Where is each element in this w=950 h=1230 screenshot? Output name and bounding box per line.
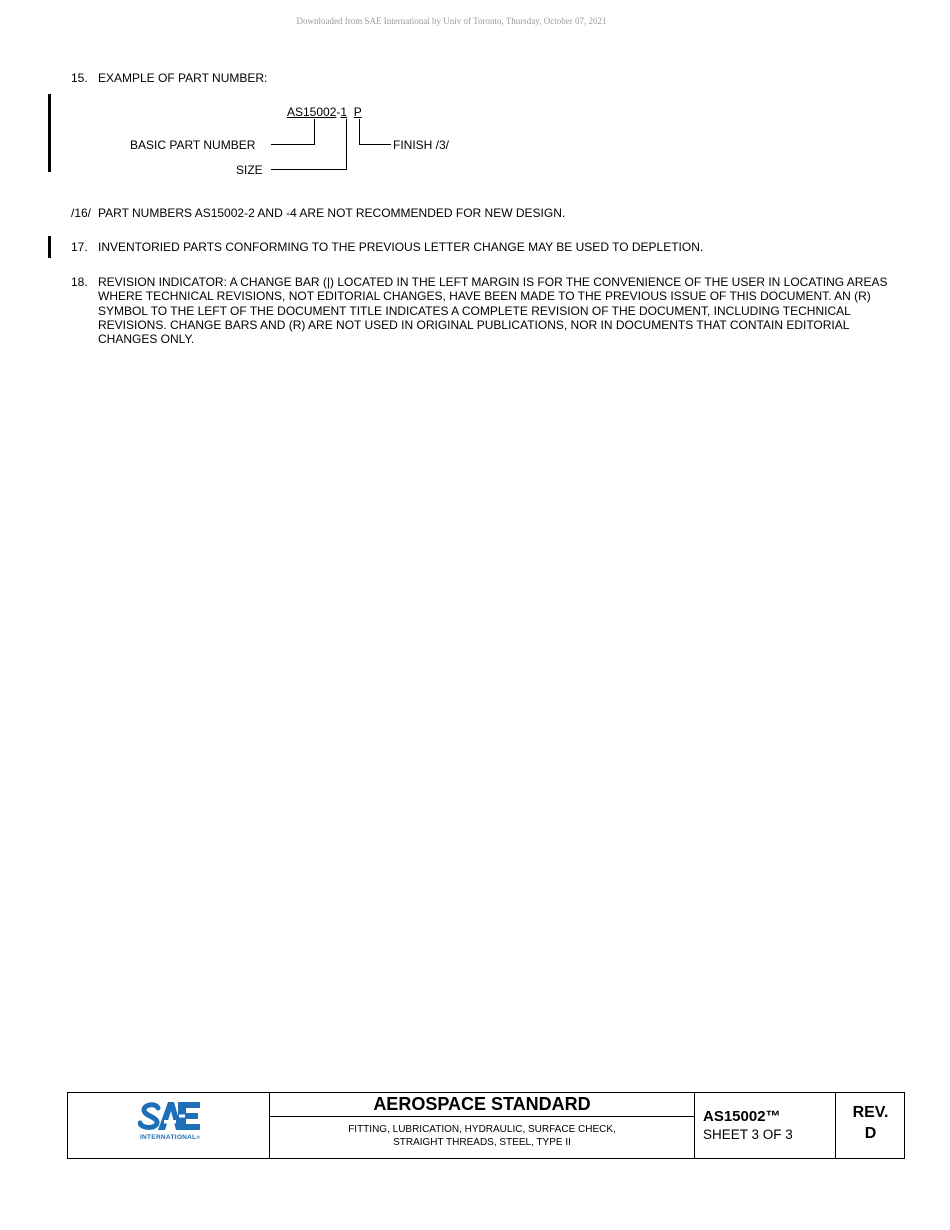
download-note: Downloaded from SAE International by Univ of Toronto, Thursday, October 07, 2021 bbox=[296, 16, 607, 26]
revision-value: D bbox=[864, 1125, 877, 1142]
label-finish: FINISH /3/ bbox=[393, 138, 450, 152]
note-15-number: 15. bbox=[71, 71, 88, 85]
leader-basic-horizontal bbox=[271, 144, 315, 145]
sheet-number: SHEET 3 OF 3 bbox=[703, 1127, 793, 1142]
part-number-dash: - bbox=[336, 105, 341, 119]
title-block bbox=[67, 1092, 905, 1159]
part-number-base: AS15002 bbox=[287, 105, 337, 119]
title-block-doc-cell bbox=[695, 1093, 836, 1158]
note-17-number: 17. bbox=[71, 240, 88, 254]
sae-logo-mark bbox=[138, 1099, 202, 1133]
note-18-text: REVISION INDICATOR: A CHANGE BAR (|) LOCATED IN THE LEFT MARGIN IS FOR THE CONVENIENCE OF THE USER IN LOCATING AREAS WHERE TECHNICAL REVISIONS, NOT EDITORIAL CHANGES, HAVE BEEN MADE TO THE PREVIOUS ISSUE OF THIS DOCUMENT. AN (R) SYMBOL TO THE LEFT OF THE DOCUMENT TITLE INDICATES A COMPLETE REVISION OF THE DOCUMENT, INCLUDING TECHNICAL REVISIONS. CHANGE BARS AND (R) ARE NOT USED IN ORIGINAL PUBLICATIONS, NOR IN DOCUMENTS THAT CONTAIN EDITORIAL CHANGES ONLY. bbox=[98, 275, 888, 347]
title-block-logo-cell bbox=[68, 1093, 270, 1158]
description-line-2: STRAIGHT THREADS, STEEL, TYPE II bbox=[393, 1137, 571, 1148]
document-description bbox=[270, 1123, 694, 1149]
part-number-finish: P bbox=[353, 105, 362, 119]
part-number-example bbox=[287, 105, 362, 119]
leader-size-vertical bbox=[346, 119, 347, 170]
revision-label: REV. bbox=[852, 1104, 889, 1121]
label-size: SIZE bbox=[236, 163, 263, 177]
part-number-size: 1 bbox=[340, 105, 348, 119]
note-17-text: INVENTORIED PARTS CONFORMING TO THE PREVIOUS LETTER CHANGE MAY BE USED TO DEPLETION. bbox=[98, 240, 704, 254]
title-block-title-cell bbox=[270, 1093, 695, 1158]
standard-type: AEROSPACE STANDARD bbox=[270, 1093, 694, 1117]
leader-size-horizontal bbox=[271, 169, 347, 170]
sae-logo bbox=[138, 1099, 202, 1141]
change-bar-note-17 bbox=[48, 236, 51, 258]
description-line-1: FITTING, LUBRICATION, HYDRAULIC, SURFACE CHECK, bbox=[348, 1124, 616, 1135]
leader-finish-vertical bbox=[359, 119, 360, 145]
document-number: AS15002™ bbox=[703, 1108, 781, 1125]
sae-logo-text: INTERNATIONAL® bbox=[139, 1134, 201, 1141]
note-16-text: PART NUMBERS AS15002-2 AND -4 ARE NOT RECOMMENDED FOR NEW DESIGN. bbox=[98, 206, 566, 220]
label-basic-part-number: BASIC PART NUMBER bbox=[130, 138, 256, 152]
title-block-rev-cell bbox=[836, 1093, 905, 1158]
note-18-number: 18. bbox=[71, 275, 88, 289]
part-number-diagram bbox=[0, 0, 950, 200]
note-16-number: /16/ bbox=[71, 206, 92, 220]
note-15-text: EXAMPLE OF PART NUMBER: bbox=[98, 71, 268, 85]
leader-basic-vertical bbox=[314, 119, 315, 145]
leader-finish-horizontal bbox=[359, 144, 391, 145]
